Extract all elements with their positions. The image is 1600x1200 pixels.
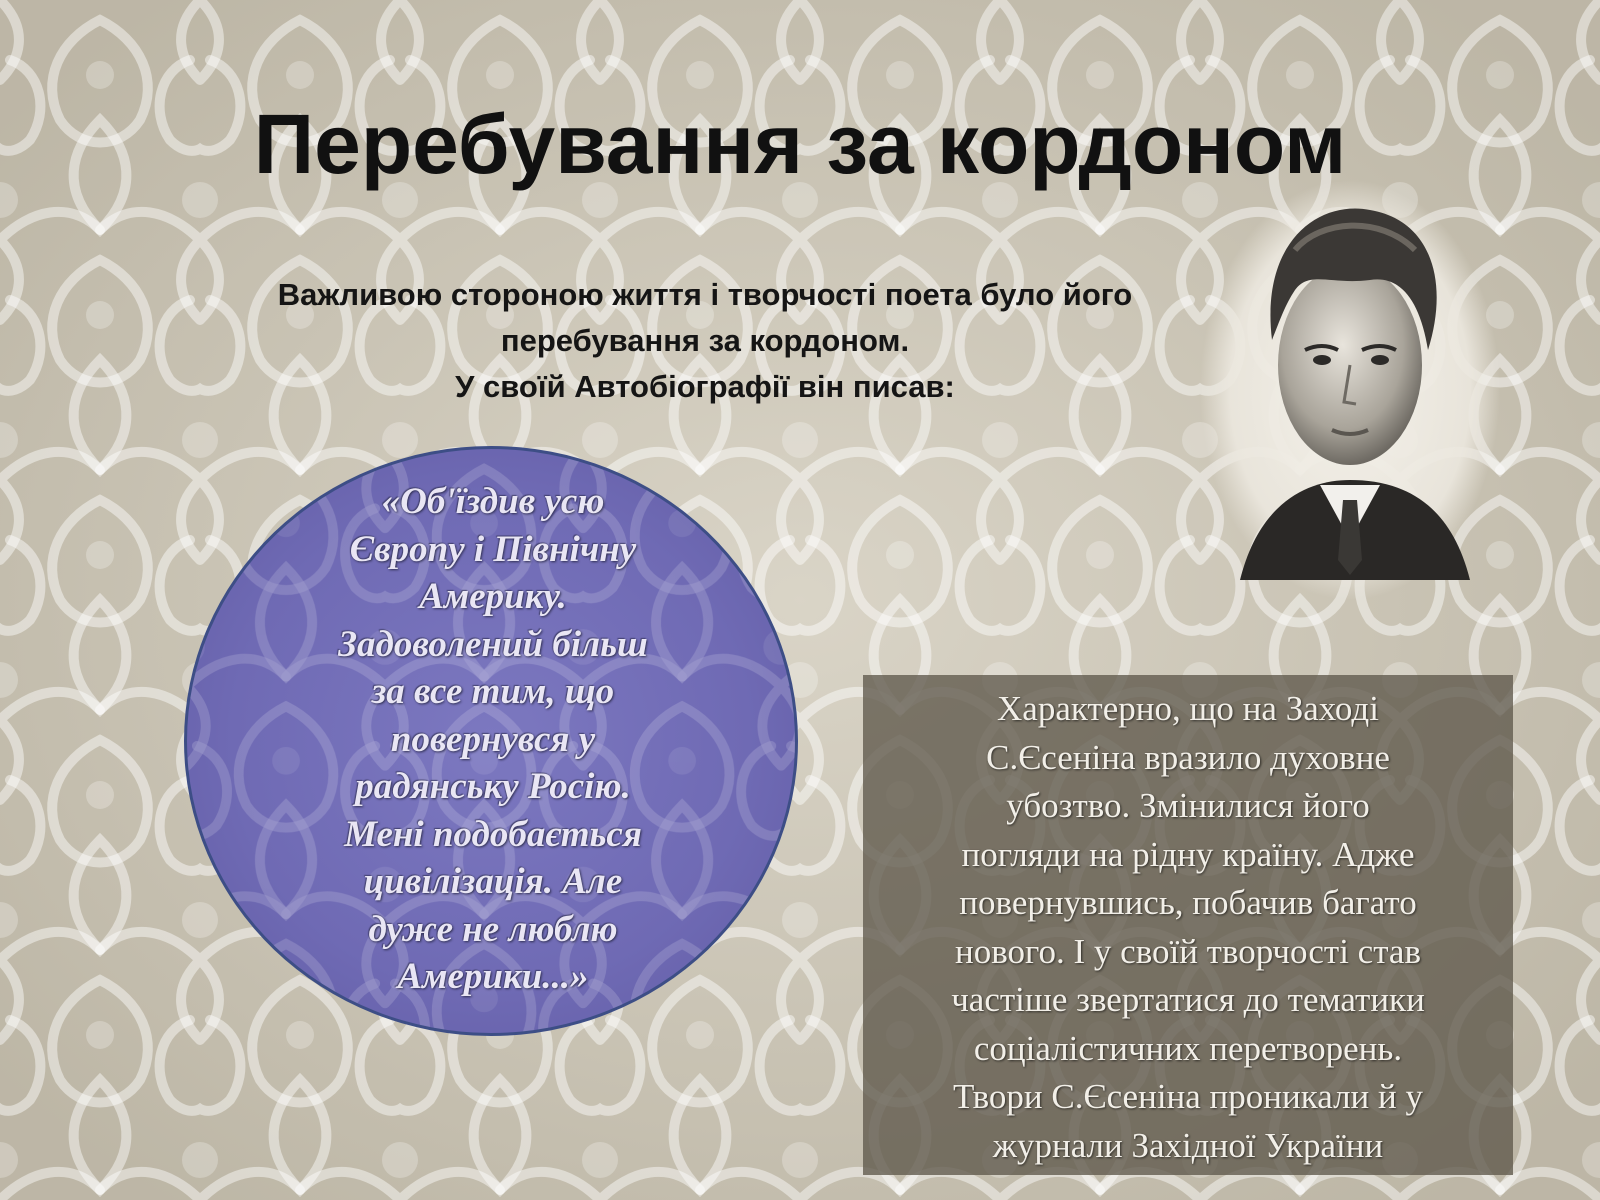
quote-line: за все тим, що [371, 671, 615, 712]
note-line: соціалістичних перетворень. [973, 1028, 1403, 1068]
autobiography-quote [283, 478, 703, 1001]
note-line: убозтво. Змінилися його [1006, 786, 1370, 825]
intro-text [180, 272, 1230, 410]
quote-line: Америки...» [397, 956, 589, 997]
note-line: Твори С.Єсеніна проникали й у [952, 1077, 1423, 1116]
quote-line: Мені подобається [344, 813, 642, 855]
quote-line: повернувся у [390, 718, 596, 760]
intro-line: перебування за кордоном. [500, 323, 910, 358]
quote-line: радянську Росію. [355, 766, 631, 807]
quote-line: цивілізація. Але [363, 861, 623, 902]
quote-line: «Об'їздив усю [381, 481, 605, 522]
intro-line: У своїй Автобіографії він писав: [455, 369, 955, 404]
note-text [863, 685, 1513, 1170]
note-line: журнали Західної України [992, 1125, 1384, 1165]
note-line: повернувшись, побачив багато [959, 883, 1417, 922]
note-line: С.Єсеніна вразило духовне [986, 737, 1390, 777]
quote-line: Європу і Північну [349, 528, 637, 570]
poet-portrait [1200, 180, 1500, 600]
quote-line: дуже не люблю [368, 908, 618, 950]
note-line: Характерно, що на Заході [997, 689, 1379, 728]
quote-line: Америку. [419, 576, 567, 617]
intro-line: Важливою стороною життя і творчості поета було його [277, 277, 1133, 312]
note-line: погляди на рідну країну. Адже [961, 834, 1415, 874]
quote-line: Задоволений більш [338, 623, 648, 665]
note-line: частіше звертатися до тематики [951, 980, 1425, 1019]
slide-title: Перебування за кордоном [253, 97, 1347, 191]
note-line: нового. І у своїй творчості став [955, 931, 1421, 971]
